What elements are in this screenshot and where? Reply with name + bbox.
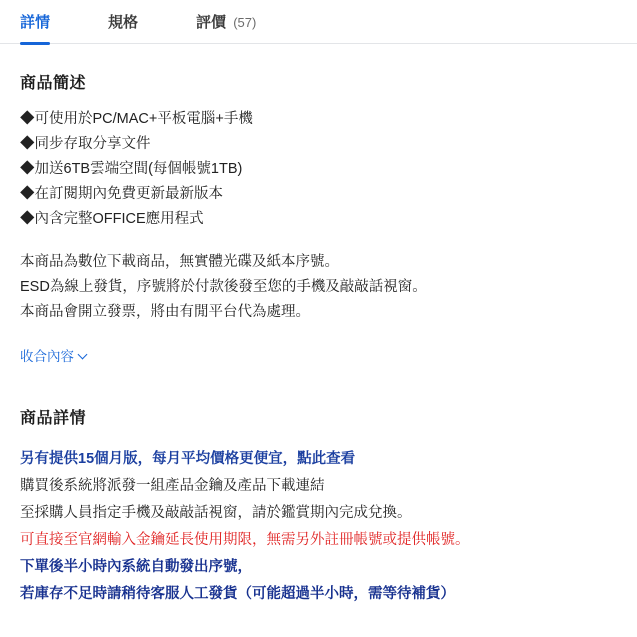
tab-specs[interactable]: [108, 0, 138, 44]
tab-bar: [0, 0, 637, 44]
tab-details-label: 詳情: [20, 14, 51, 31]
tab-reviews-label: 評價: [196, 14, 227, 31]
summary-bullet: ◆內含完整OFFICE應用程式: [20, 211, 204, 227]
tab-active-indicator: [20, 42, 50, 45]
detail-line: 至採購人員指定手機及敲敲話視窗，請於鑑賞期內完成兌換。: [20, 505, 412, 521]
detail-line-warning: 可直接至官網輸入金鑰延長使用期限，無需另外註冊帳號或提供帳號。: [20, 532, 470, 548]
summary-paragraph: 本商品為數位下載商品，無實體光碟及紙本序號。: [20, 254, 339, 270]
tab-reviews[interactable]: [196, 0, 256, 44]
tab-specs-label: 規格: [108, 14, 139, 31]
spacer: [20, 232, 617, 250]
detail-content: [0, 70, 637, 608]
detail-promo-link[interactable]: 另有提供15個月版，每月平均價格更便宜，點此查看: [20, 451, 356, 467]
summary-heading: 商品簡述: [20, 75, 87, 92]
summary-paragraph: ESD為線上發貨，序號將於付款後發至您的手機及敲敲話視窗。: [20, 279, 427, 295]
detail-line: 購買後系統將派發一組產品金鑰及產品下載連結: [20, 478, 325, 494]
summary-bullet: ◆同步存取分享文件: [20, 136, 151, 152]
chevron-down-icon: [79, 351, 88, 360]
summary-paragraph: 本商品會開立發票，將由有閒平台代為處理。: [20, 304, 310, 320]
tab-reviews-count: (57): [233, 15, 257, 30]
detail-line: 若庫存不足時請稍待客服人工發貨（可能超過半小時，需等待補貨）: [20, 586, 455, 602]
collapse-content-toggle[interactable]: [20, 345, 88, 365]
collapse-content-label: 收合內容: [20, 349, 74, 364]
summary-bullet: ◆在訂閱期內免費更新最新版本: [20, 186, 223, 202]
tab-details[interactable]: [20, 0, 50, 44]
summary-bullet: ◆加送6TB雲端空間(每個帳號1TB): [20, 161, 243, 177]
summary-bullet: ◆可使用於PC/MAC+平板電腦+手機: [20, 111, 253, 127]
detail-heading: 商品詳情: [20, 410, 87, 427]
detail-line: 下單後半小時內系統自動發出序號，: [20, 559, 252, 575]
